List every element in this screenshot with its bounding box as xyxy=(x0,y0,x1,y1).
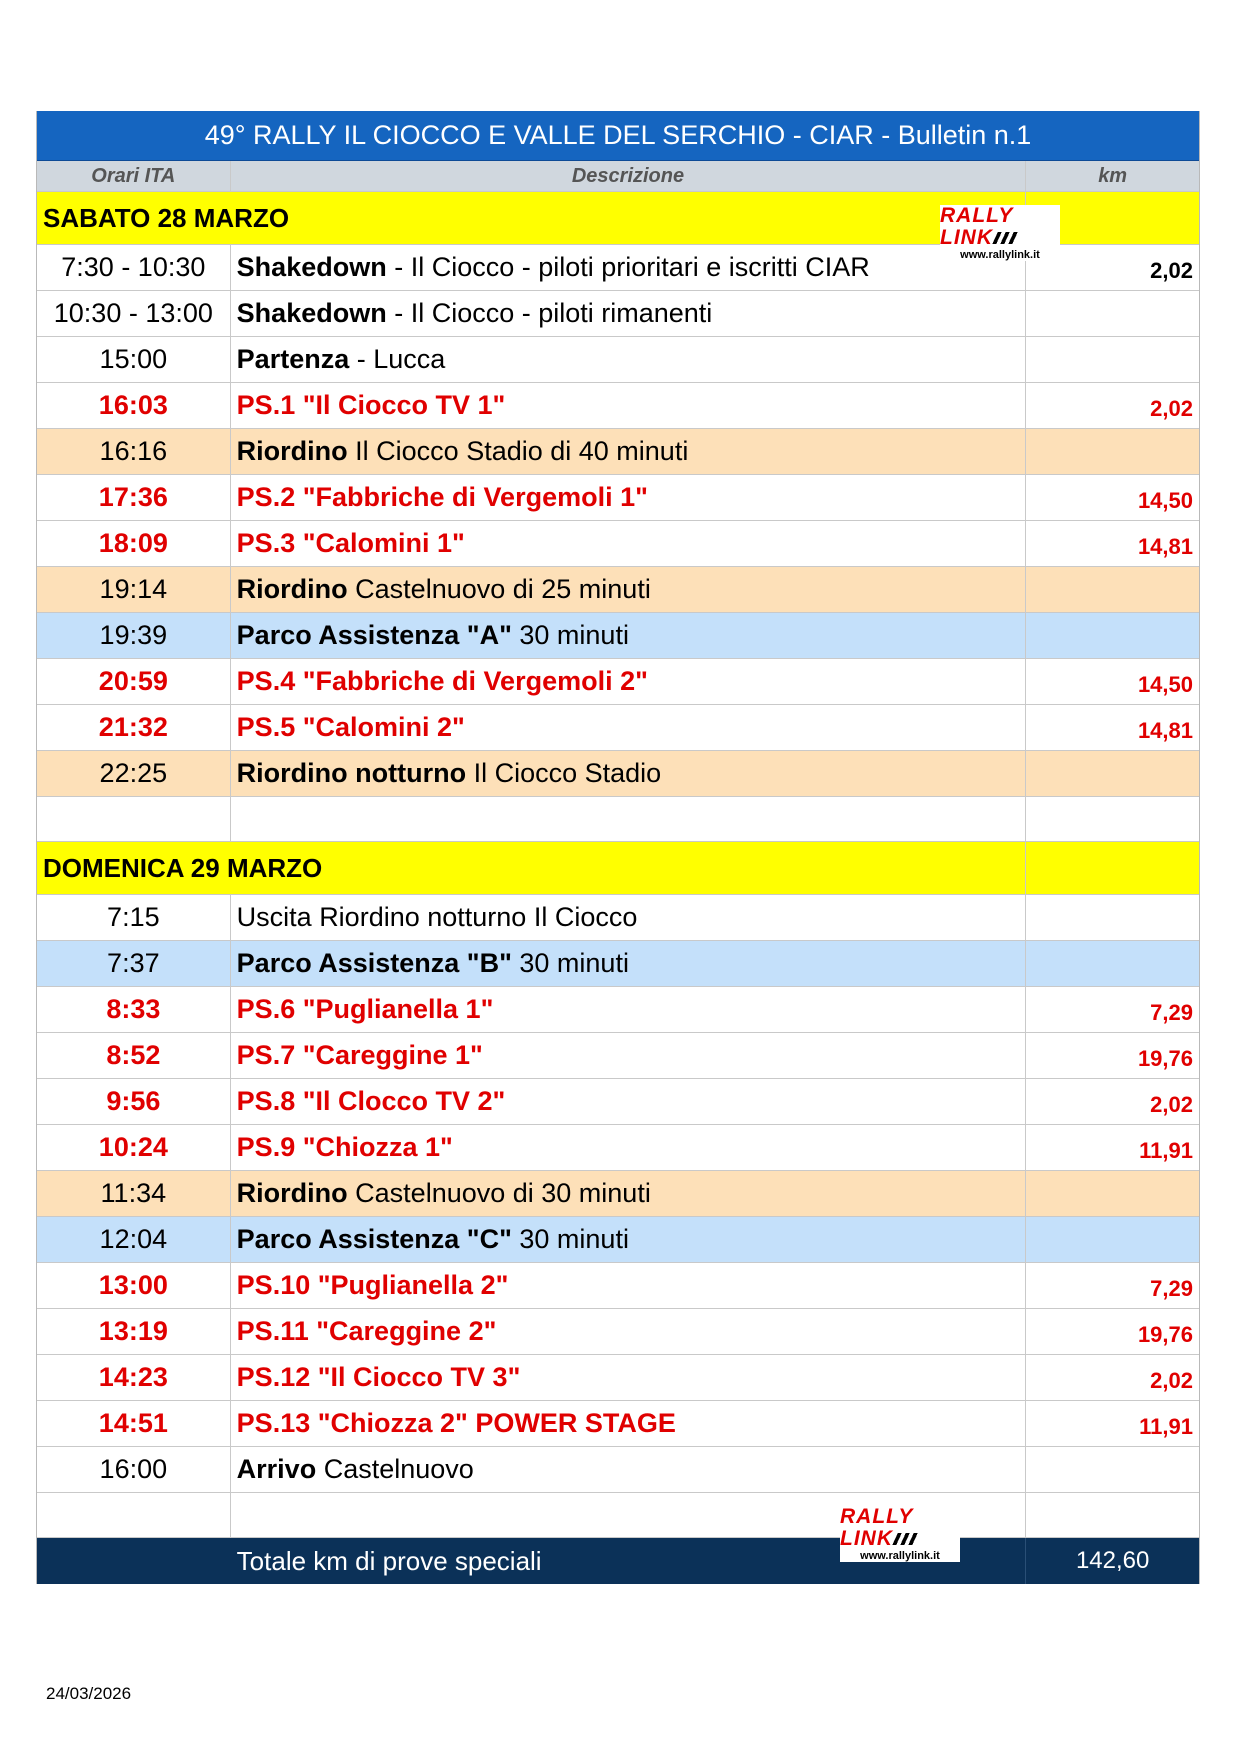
event-km xyxy=(1026,567,1199,612)
event-description xyxy=(231,1079,1027,1124)
event-km: 14,50 xyxy=(1137,672,1193,697)
event-time: 19:39 xyxy=(37,613,231,658)
event-km: 14,50 xyxy=(1137,488,1193,513)
event-title: Arrivo xyxy=(236,1454,317,1484)
event-time: 13:19 xyxy=(37,1309,231,1354)
event-km: 2,02 xyxy=(1150,1092,1193,1117)
event-description xyxy=(231,613,1027,658)
empty-cell xyxy=(231,797,1027,841)
event-description xyxy=(231,1355,1027,1400)
day-header-spacer xyxy=(322,842,1026,894)
event-title: PS.1 "Il Ciocco TV 1" xyxy=(236,390,506,420)
event-description xyxy=(231,1125,1027,1170)
event-km: 2,02 xyxy=(1150,1368,1193,1393)
event-row xyxy=(37,475,1199,521)
event-title: PS.8 "Il Clocco TV 2" xyxy=(236,1086,506,1116)
event-km: 2,02 xyxy=(1150,258,1193,283)
event-time: 14:23 xyxy=(37,1355,231,1400)
event-time: 17:36 xyxy=(37,475,231,520)
header-km: km xyxy=(1098,164,1128,187)
event-title: PS.13 "Chiozza 2" POWER STAGE xyxy=(236,1408,676,1438)
event-title: Parco Assistenza "B" xyxy=(236,948,512,978)
event-description xyxy=(231,245,1027,290)
event-description xyxy=(231,1401,1027,1446)
event-row xyxy=(37,429,1199,475)
event-description xyxy=(231,1263,1027,1308)
event-title: Shakedown xyxy=(236,298,387,328)
event-description xyxy=(231,705,1027,750)
day-header-sunday xyxy=(37,842,1199,895)
event-detail: Castelnuovo di 25 minuti xyxy=(347,574,651,604)
saturday-events xyxy=(37,245,1199,797)
event-row xyxy=(37,1309,1199,1355)
event-km xyxy=(1026,1171,1199,1216)
event-row xyxy=(37,751,1199,797)
event-time: 7:15 xyxy=(37,895,231,940)
event-time: 7:37 xyxy=(37,941,231,986)
table-title-row xyxy=(37,111,1199,161)
event-title: PS.10 "Puglianella 2" xyxy=(236,1270,509,1300)
event-km xyxy=(1026,337,1199,382)
event-row xyxy=(37,1033,1199,1079)
event-km: 2,02 xyxy=(1150,396,1193,421)
event-detail: Uscita Riordino notturno Il Ciocco xyxy=(236,902,638,932)
event-row xyxy=(37,521,1199,567)
event-detail: 30 minuti xyxy=(511,948,629,978)
event-description xyxy=(231,1217,1027,1262)
print-date: 24/03/2026 xyxy=(46,1684,132,1703)
event-km xyxy=(1026,1447,1199,1492)
day-header-km-cell xyxy=(1026,842,1199,894)
event-description xyxy=(231,521,1027,566)
event-title: Partenza xyxy=(236,344,350,374)
event-row xyxy=(37,659,1199,705)
logo-url: www.rallylink.it xyxy=(860,1550,940,1562)
event-time: 8:33 xyxy=(37,987,231,1032)
event-row xyxy=(37,613,1199,659)
event-row xyxy=(37,987,1199,1033)
logo-name: RALLY LINK xyxy=(940,204,1014,249)
event-time: 10:24 xyxy=(37,1125,231,1170)
event-row xyxy=(37,383,1199,429)
event-row xyxy=(37,1401,1199,1447)
event-title: PS.5 "Calomini 2" xyxy=(236,712,465,742)
event-time: 16:03 xyxy=(37,383,231,428)
event-row xyxy=(37,1263,1199,1309)
event-description xyxy=(231,475,1027,520)
event-detail: Castelnuovo xyxy=(316,1454,474,1484)
day-header-spacer xyxy=(289,192,1026,244)
event-title: Riordino notturno xyxy=(236,758,467,788)
event-description xyxy=(231,751,1027,796)
event-title: PS.11 "Careggine 2" xyxy=(236,1316,497,1346)
rallylink-logo xyxy=(840,1506,960,1562)
event-description xyxy=(231,291,1027,336)
logo-mark xyxy=(840,1506,960,1550)
event-title: PS.9 "Chiozza 1" xyxy=(236,1132,453,1162)
event-row xyxy=(37,895,1199,941)
event-detail: Il Ciocco Stadio di 40 minuti xyxy=(347,436,689,466)
event-time: 21:32 xyxy=(37,705,231,750)
total-empty-cell xyxy=(37,1538,231,1584)
event-detail: 30 minuti xyxy=(511,620,629,650)
event-km xyxy=(1026,429,1199,474)
event-row xyxy=(37,567,1199,613)
event-description xyxy=(231,429,1027,474)
event-title: Riordino xyxy=(236,1178,348,1208)
event-row xyxy=(37,1355,1199,1401)
schedule-table xyxy=(36,111,1200,1584)
event-time: 12:04 xyxy=(37,1217,231,1262)
event-time: 8:52 xyxy=(37,1033,231,1078)
event-time: 20:59 xyxy=(37,659,231,704)
event-time: 22:25 xyxy=(37,751,231,796)
event-detail: Castelnuovo di 30 minuti xyxy=(347,1178,651,1208)
event-time: 10:30 - 13:00 xyxy=(37,291,231,336)
empty-cell xyxy=(37,797,231,841)
event-km: 7,29 xyxy=(1150,1000,1193,1025)
event-time: 9:56 xyxy=(37,1079,231,1124)
event-description xyxy=(231,1033,1027,1078)
empty-cell xyxy=(1026,797,1199,841)
event-time: 18:09 xyxy=(37,521,231,566)
event-km xyxy=(1026,895,1199,940)
event-detail: Il Ciocco Stadio xyxy=(466,758,662,788)
event-description xyxy=(231,567,1027,612)
event-description xyxy=(231,659,1027,704)
event-km xyxy=(1026,751,1199,796)
empty-cell xyxy=(37,1493,231,1537)
event-title: PS.7 "Careggine 1" xyxy=(236,1040,483,1070)
event-row xyxy=(37,1125,1199,1171)
event-title: Parco Assistenza "A" xyxy=(236,620,512,650)
table-title: 49° RALLY IL CIOCCO E VALLE DEL SERCHIO - CIAR - Bulletin n.1 xyxy=(204,120,1032,150)
event-title: Riordino xyxy=(236,436,348,466)
checkered-flag-icon xyxy=(992,232,1020,244)
header-description: Descrizione xyxy=(231,161,1027,191)
event-detail: - Il Ciocco - piloti prioritari e iscritti CIAR xyxy=(386,252,870,282)
total-label: Totale km di prove speciali xyxy=(231,1538,1027,1584)
event-time: 19:14 xyxy=(37,567,231,612)
event-km: 14,81 xyxy=(1137,718,1193,743)
day-label: SABATO 28 MARZO xyxy=(43,202,290,233)
header-time: Orari ITA xyxy=(37,161,231,191)
logo-mark xyxy=(940,205,1060,249)
logo-name: RALLY LINK xyxy=(840,1505,914,1550)
event-row xyxy=(37,1217,1199,1263)
event-km: 11,91 xyxy=(1139,1138,1193,1163)
event-km: 19,76 xyxy=(1137,1046,1193,1071)
event-km xyxy=(1026,1217,1199,1262)
event-row xyxy=(37,291,1199,337)
event-km: 14,81 xyxy=(1137,534,1193,559)
total-value: 142,60 xyxy=(1075,1547,1150,1574)
event-time: 13:00 xyxy=(37,1263,231,1308)
event-title: Riordino xyxy=(236,574,348,604)
event-description xyxy=(231,987,1027,1032)
event-title: Parco Assistenza "C" xyxy=(236,1224,512,1254)
event-title: Shakedown xyxy=(236,252,387,282)
event-row xyxy=(37,1171,1199,1217)
event-detail: - Il Ciocco - piloti rimanenti xyxy=(386,298,713,328)
event-time: 11:34 xyxy=(37,1171,231,1216)
event-km xyxy=(1026,941,1199,986)
event-row xyxy=(37,337,1199,383)
event-description xyxy=(231,1309,1027,1354)
empty-row xyxy=(37,1493,1199,1538)
event-description xyxy=(231,383,1027,428)
event-title: PS.2 "Fabbriche di Vergemoli 1" xyxy=(236,482,648,512)
event-km xyxy=(1026,291,1199,336)
event-title: PS.3 "Calomini 1" xyxy=(236,528,465,558)
rallylink-logo xyxy=(940,205,1060,261)
empty-row xyxy=(37,797,1199,842)
total-row xyxy=(37,1538,1199,1584)
sunday-events xyxy=(37,895,1199,1493)
event-km: 11,91 xyxy=(1139,1414,1193,1439)
event-title: PS.4 "Fabbriche di Vergemoli 2" xyxy=(236,666,648,696)
event-row xyxy=(37,1079,1199,1125)
event-description xyxy=(231,1447,1027,1492)
event-km: 7,29 xyxy=(1150,1276,1193,1301)
event-time: 14:51 xyxy=(37,1401,231,1446)
event-description xyxy=(231,1171,1027,1216)
logo-url: www.rallylink.it xyxy=(960,249,1040,261)
event-time: 16:16 xyxy=(37,429,231,474)
day-label: DOMENICA 29 MARZO xyxy=(43,852,323,883)
event-row xyxy=(37,1447,1199,1493)
event-time: 7:30 - 10:30 xyxy=(37,245,231,290)
event-time: 16:00 xyxy=(37,1447,231,1492)
event-row xyxy=(37,941,1199,987)
column-header-row xyxy=(37,161,1199,192)
event-description xyxy=(231,337,1027,382)
event-detail: 30 minuti xyxy=(511,1224,629,1254)
event-time: 15:00 xyxy=(37,337,231,382)
event-detail: - Lucca xyxy=(349,344,446,374)
event-title: PS.6 "Puglianella 1" xyxy=(236,994,494,1024)
event-description xyxy=(231,941,1027,986)
event-title: PS.12 "Il Ciocco TV 3" xyxy=(236,1362,521,1392)
event-km: 19,76 xyxy=(1137,1322,1193,1347)
event-description xyxy=(231,895,1027,940)
empty-cell xyxy=(1026,1493,1199,1537)
checkered-flag-icon xyxy=(892,1533,920,1545)
event-row xyxy=(37,705,1199,751)
event-km xyxy=(1026,613,1199,658)
